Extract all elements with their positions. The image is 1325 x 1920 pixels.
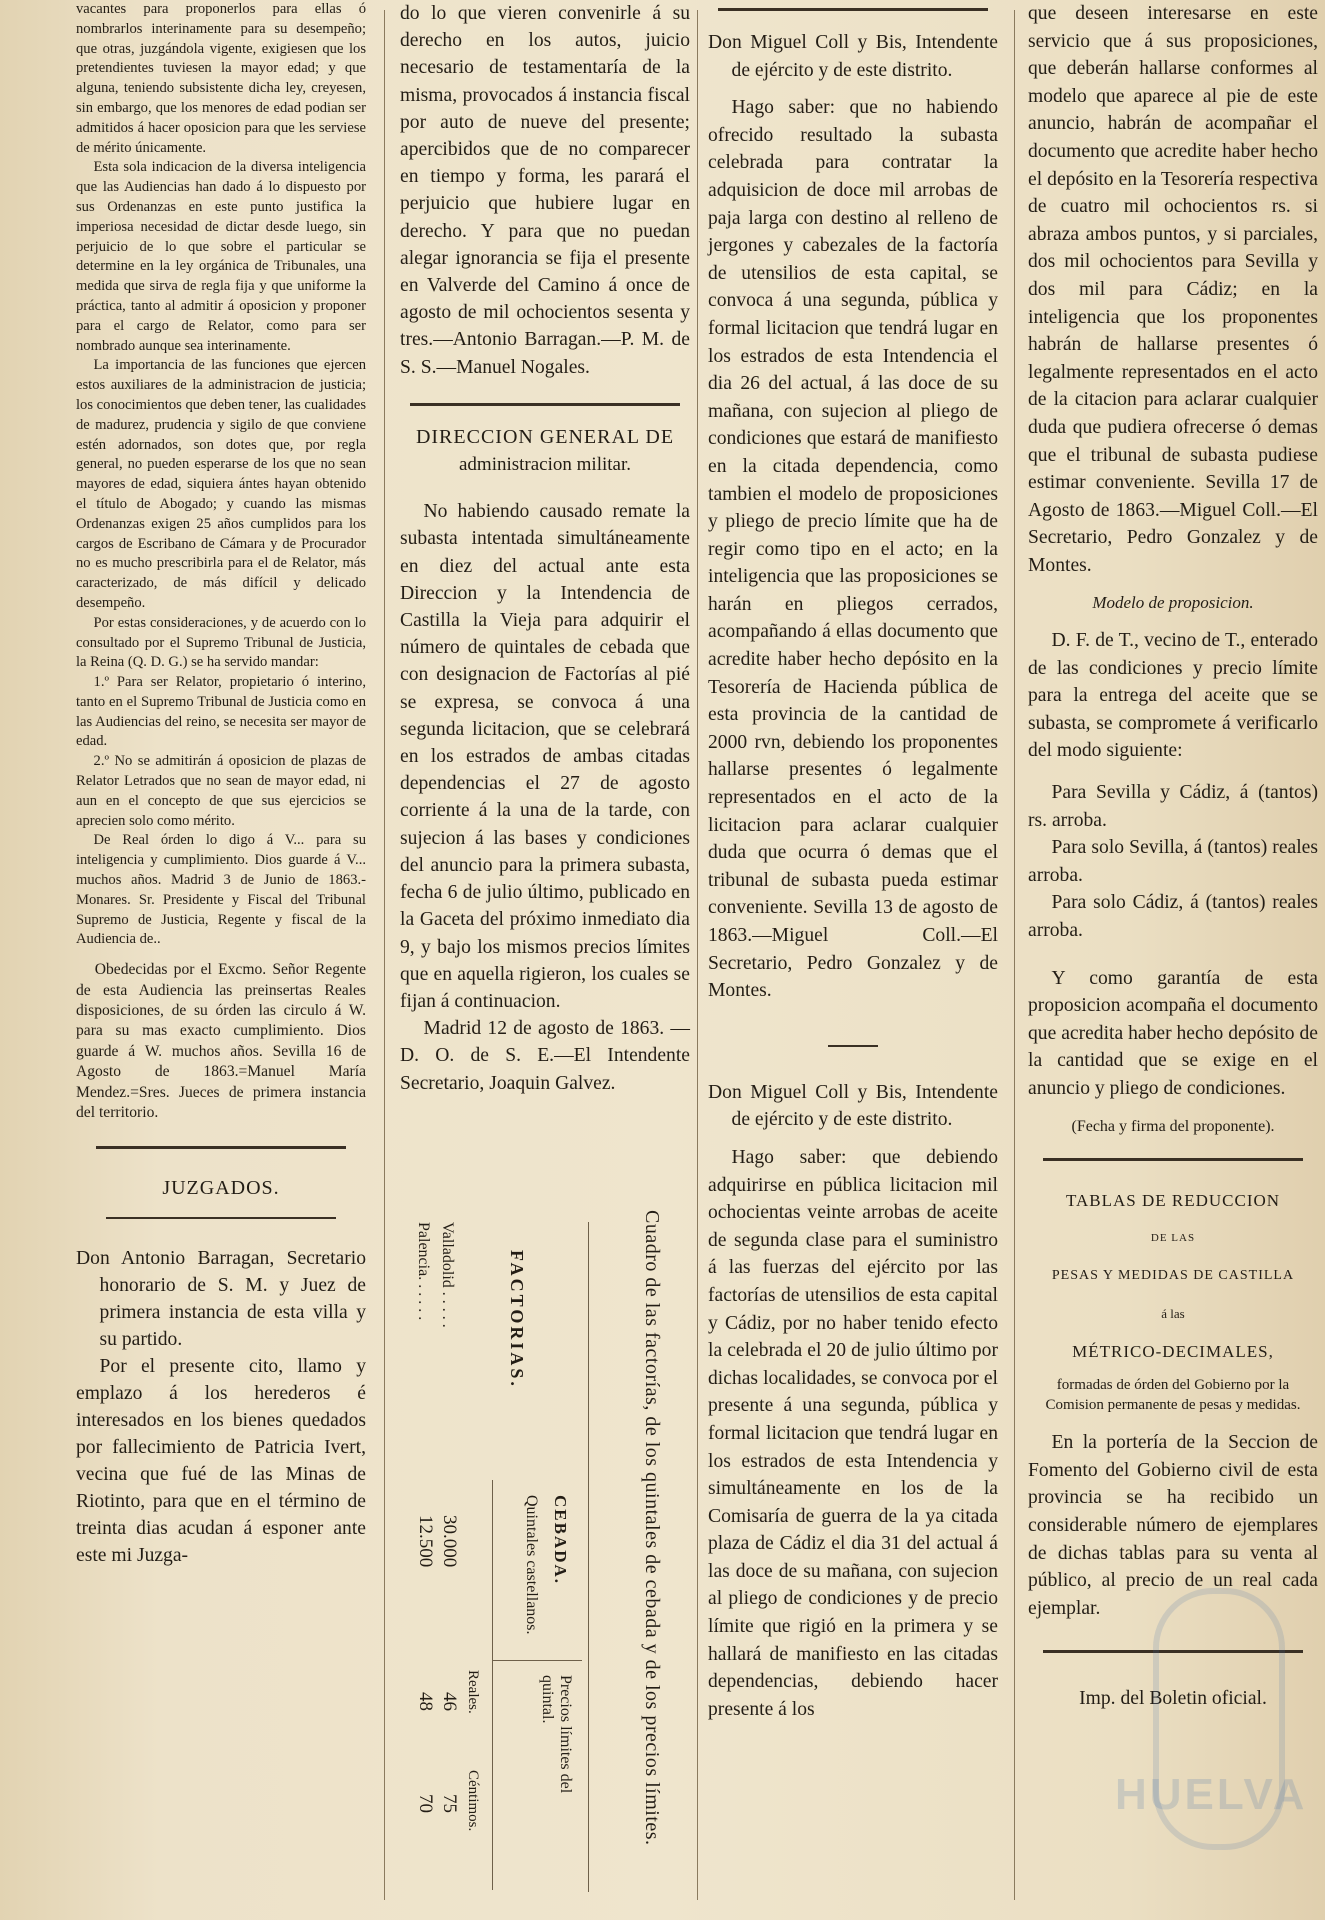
paragraph: De Real órden lo digo á V... para su inteligencia y cumplimiento. Dios guarde á V... muchos años. Madrid 3 de Junio de 1863.-Monares. Sr. Presidente y Fiscal del Tribunal Supremo de Justicia, Regente y fiscal de la Audiencia de..: [76, 832, 366, 948]
paragraph: que deseen interesarse en este servicio que á sus proposiciones, que deberán hallarse conformes al modelo que aparece al pie de este anuncio, habrán de acompañar el documento que acredite haber hecho el depósito en la Tesorería respectiva de cuatro mil ochocientos rs. si abraza ambos puntos, y si parciales, dos mil ochocientos para Sevilla y dos mil para Cádiz; en la inteligencia que los proponentes habrán de hallarse presentes ó legalmente representados en el acto de la citacion para aclarar cualquier duda que pudiera ofrecerse ó demas que el tribunal de subasta pudiese estimar conveniente. Sevilla 17 de Agosto de 1863.—Miguel Coll.—El Secretario, Pedro Gonzalez y de Montes.: [1028, 3, 1318, 576]
table-cell-factoria: Palencia. . . . . .: [415, 1222, 432, 1321]
paragraph: Obedecidas por el Excmo. Señor Regente de esta Audiencia las preinsertas Reales disposiciones, de su órden las circulo á W. para su mas exacto cumplimiento. Dios guarde á W. muchos años. Sevilla 16 de Agosto de 1863.=Manuel María Mendez.=Sres. Jueces de primera instancia del territorio.: [76, 961, 366, 1122]
table-cell-reales: 46: [439, 1692, 460, 1711]
column-rule: [697, 10, 698, 1900]
paragraph: Por el presente cito, llamo y emplazo á los herederos é interesados en los bienes quedados por fallecimiento de Patricia Ivert, vecina que fué de las Minas de Riotinto, para que en el término de treinta dias acudan á esponer ante este mi Juzga-: [76, 1355, 366, 1566]
tablas-line: formadas de órden del Gobierno por la Comision permanente de pesas y medidas.: [1045, 1377, 1301, 1414]
paragraph: Hago saber: que no habiendo ofrecido resultado la subasta celebrada para contratar la adquisicion de doce mil arrobas de paja larga con destino al relleno de jergones y cabezales de la factoría de utensilios de esta capital, se convoca á una segunda, pública y formal licitacion que tendrá lugar en los estrados de esta Intendencia el dia 26 del actual, á las doce de su mañana, con sujecion al pliego de condiciones que estará de manifiesto en la citada dependencia, como tambien el modelo de proposiciones y pliego de precio límite que ha de regir como tipo en el acto; en la inteligencia que las proposiciones se harán en pliegos cerrados, acompañando á ellas documento que acredite haber hecho depósito en la Tesorería de Hacienda pública de esta provincia de la cantidad de 2000 rvn, debiendo los proponentes hallarse presentes ó legalmente representados en el acto de la licitacion para aclarar cualquier duda que ocurra ó demas que el tribunal de subasta pueda estimar conveniente. Sevilla 13 de agosto de 1863.—Miguel Coll.—El Secretario, Pedro Gonzalez y de Montes.: [708, 97, 998, 1002]
tablas-line: PESAS Y MEDIDAS DE CASTILLA: [1051, 1268, 1295, 1284]
factorias-table: [402, 1210, 690, 1910]
paragraph: vacantes para proponerlos para ellas ó nombrarlos interinamente para su desempeño; que otras, juzgándola vigente, exigiesen que los pretendientes tuviesen la mayor edad; y que alguna, teniendo subsistente dicha ley, creyesen, sin embargo, que los menores de edad podian ser admitidos á hacer oposicion para que les serviese de mérito únicamente.: [76, 1, 366, 156]
paragraph: do lo que vieren convenirle á su derecho en los autos, juicio necesario de testamentaría de la misma, provocados á instancia fiscal por auto de nueve del presente; apercibidos que de no comparecer en tiempo y forma, les parará el perjuicio que hubiere lugar en derecho. Y para que no puedan alegar ignorancia se fija el presente en Valverde del Camino á once de agosto de mil ochocientos sesenta y tres.—Antonio Barragan.—P. M. de S. S.—Manuel Nogales.: [400, 3, 690, 378]
table-header-reales: Reales.: [465, 1670, 481, 1714]
paragraph: En la portería de la Seccion de Fomento del Gobierno civil de esta provincia se ha recibido un considerable número de ejemplares de dichas tablas para su venta al público, al precio de un real cada ejemplar.: [1028, 1432, 1318, 1619]
column-1: [76, 0, 366, 1920]
library-stamp: HUELVA: [1115, 1770, 1308, 1819]
article-1: 1.º Para ser Relator, propietario ó interino, tanto en el Supremo Tribunal de Justicia como en las Audiencias del reino, se necesita ser mayor de edad.: [76, 674, 366, 750]
paragraph: Madrid 12 de agosto de 1863. —D. O. de S. E.—El Intendente Secretario, Joaquin Galvez.: [400, 1018, 690, 1094]
paragraph: Hago saber: que debiendo adquirirse en pública licitacion mil ochocientas veinte arrobas de aceite de segunda clase para el suministro á las fuerzas del ejército por las factorías de utensilios de esta capital y Cádiz, por no haber tenido efecto la celebrada el 20 de julio último por dichas localidades, se convoca por el presente á una segunda, pública y formal licitacion que tendrá lugar en los estrados de esta Intendencia y simultáneamente en los de la Comisaría de guerra de la ya citada plaza de Cádiz el dia 31 del actual á las doce de su mañana, con sujecion al pliego de condiciones y de precio límite que rigió en la primera y se hallará de manifiesto en las citadas dependencias, debiendo hacer presente á los: [708, 1146, 998, 1720]
model-line: Para solo Cádiz, á (tantos) reales arroba.: [1028, 892, 1318, 941]
imprint: Imp. del Boletin oficial.: [1079, 1688, 1267, 1710]
paragraph: Por estas consideraciones, y de acuerdo con lo consultado por el Supremo Tribunal de Justicia, la Reina (Q. D. G.) se ha servido mandar:: [76, 614, 366, 671]
divider: [828, 1045, 878, 1047]
paragraph: Esta sola indicacion de la diversa inteligencia que las Audiencias han dado á lo dispuesto por sus Ordenanzas en este punto justifica la imperiosa necesidad de dictar desde luego, sin perjuicio de lo que sobre el particular se determine en la ley orgánica de Tribunales, una medida que sirva de regla fija y que uniforme la práctica, tanto al admitir á oposicion y proponer para el cargo de Relator, como para ser nombrado aunque sea interinamente.: [76, 159, 366, 354]
divider: [718, 8, 988, 11]
divider: [1043, 1158, 1303, 1161]
column-3: [708, 0, 998, 1920]
table-cell-quintales: 12.500: [415, 1515, 436, 1568]
paragraph: Y como garantía de esta proposicion acompaña el documento que acredita haber hecho depósito de la cantidad que se exige en el anuncio y pliego de condiciones.: [1028, 967, 1318, 1099]
divider: [106, 1217, 336, 1219]
table-rule: [492, 1660, 582, 1661]
table-title: Cuadro de las factorías, de los quintales de cebada y de los precios límites.: [641, 1210, 663, 1846]
table-rule: [588, 1222, 589, 1892]
notice-heading: Don Miguel Coll y Bis, Intendente de ejército y de este distrito.: [708, 32, 998, 81]
model-title: Modelo de proposicion.: [1092, 593, 1254, 613]
table-rule: [492, 1480, 493, 1890]
paragraph: No habiendo causado remate la subasta intentada simultáneamente en diez del actual ante esta Direccion y la Intendencia de Castilla la Vieja para adquirir el número de quintales de cebada que con designacion de Factorías al pié se expresa, se convoca á una segunda licitacion, que se celebrará en los estrados de ambas citadas dependencias el 27 de agosto corriente á la una de la tarde, con sujecion á las bases y condiciones del anuncio para la primera subasta, fecha 6 de julio último, publicado en la Gaceta del próximo inmediato dia 9, y bajo los mismos precios límites que en aquella rigieron, los cuales se fijan á continuacion.: [400, 501, 690, 1012]
table-header-factorias: FACTORIAS.: [507, 1250, 527, 1389]
notice-heading: Don Antonio Barragan, Secretario honorario de S. M. y Juez de primera instancia de esta villa y su partido.: [76, 1247, 366, 1350]
section-subtitle: administracion militar.: [458, 454, 632, 476]
divider: [96, 1146, 346, 1149]
table-cell-centimos: 70: [415, 1794, 436, 1813]
article-2: 2.º No se admitirán á oposicion de plazas de Relator Letrados que no sean de mayor edad, ni aun en el concepto de que sus ejercicios se aprecien solo como mérito.: [76, 753, 366, 829]
model-line: Para Sevilla y Cádiz, á (tantos) rs. arroba.: [1028, 782, 1318, 831]
section-title: DIRECCION GENERAL DE: [415, 425, 675, 448]
column-rule: [384, 10, 385, 1900]
tablas-line: DE LAS: [1150, 1231, 1196, 1244]
table-header-cebada: CEBADA.: [551, 1495, 570, 1586]
paragraph: La importancia de las funciones que ejercen estos auxiliares de la administracion de justicia; los conocimientos que deben tener, las cualidades de madurez, prudencia y sigilo de que conviene estén adornados, son dotes que, por regla general, no pueden esperarse de los que no sean mayores de edad, siquiera ántes hayan obtenido el título de Abogado; y cuando las mismas Ordenanzas exigen 25 años cumplidos para los cargos de Escribano de Cámara y de Procurador no es mucho prescribirla para el de Relator, más caracterizado, de más difícil y delicado desempeño.: [76, 357, 366, 611]
notice-heading: Don Miguel Coll y Bis, Intendente de ejército y de este distrito.: [708, 1081, 998, 1131]
divider: [410, 403, 680, 406]
table-cell-reales: 48: [415, 1692, 436, 1711]
table-cell-quintales: 30.000: [439, 1515, 460, 1568]
column-rule: [1014, 10, 1015, 1900]
table-cell-centimos: 75: [439, 1794, 460, 1813]
tablas-title: TABLAS DE REDUCCION: [1065, 1191, 1281, 1211]
signature-note: (Fecha y firma del proponente).: [1071, 1117, 1275, 1135]
tablas-line: á las: [1161, 1305, 1185, 1321]
model-line: Para solo Sevilla, á (tantos) reales arroba.: [1028, 837, 1318, 886]
paragraph: D. F. de T., vecino de T., enterado de las condiciones y precio límite para la entrega del aceite que se subasta, se compromete á verificarlo del modo siguiente:: [1028, 630, 1318, 762]
table-header-precios: Precios límites del quintal.: [539, 1675, 574, 1794]
section-title: JUZGADOS.: [162, 1176, 280, 1199]
tablas-line: MÉTRICO-DECIMALES,: [1072, 1341, 1274, 1361]
table-header-quintales: Quintales castellanos.: [523, 1495, 540, 1635]
table-cell-factoria: Valladolid . . . . .: [439, 1222, 456, 1328]
table-header-centimos: Céntimos.: [465, 1770, 481, 1832]
